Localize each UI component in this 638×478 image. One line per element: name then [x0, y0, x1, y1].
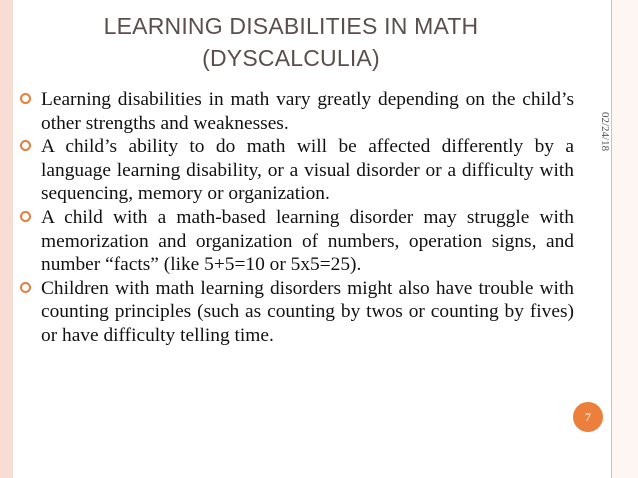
ring-bullet-icon [20, 282, 31, 293]
ring-bullet-icon [20, 93, 31, 104]
slide-title-line-1: LEARNING DISABILITIES IN MATH [103, 13, 479, 39]
bullet-text-3: A child with a math-based learning disorder may struggle with memorization and organization of numbers, operation signs, and number “facts” (like 5+5=10 or 5x5=25). [41, 206, 574, 276]
page-number-badge: 7 [573, 402, 603, 432]
bullet-text-2: A child’s ability to do math will be affected differently by a language learning disability, or a visual disorder or a difficulty with sequencing, memory or organization. [41, 136, 574, 205]
bullet-text-1: Learning disabilities in math vary greatly depending on the child’s other strengths and weaknesses. [41, 89, 574, 134]
bullet-item-4 [18, 277, 574, 348]
bullet-item-1 [18, 88, 574, 135]
right-side-panel [612, 0, 638, 478]
bullet-item-2 [18, 135, 574, 206]
slide-title [0, 10, 582, 74]
ring-bullet-icon [20, 211, 31, 222]
ring-bullet-icon [20, 140, 31, 151]
bullet-text-4: Children with math learning disorders might also have trouble with counting principles (such as counting by twos or counting by fives) or have difficulty telling time. [41, 277, 574, 346]
slide-title-line-2: (DYSCALCULIA) [202, 45, 380, 71]
bullet-list [18, 88, 574, 348]
slide-date: 02/24/18 [599, 112, 611, 152]
bullet-item-3 [18, 206, 574, 277]
